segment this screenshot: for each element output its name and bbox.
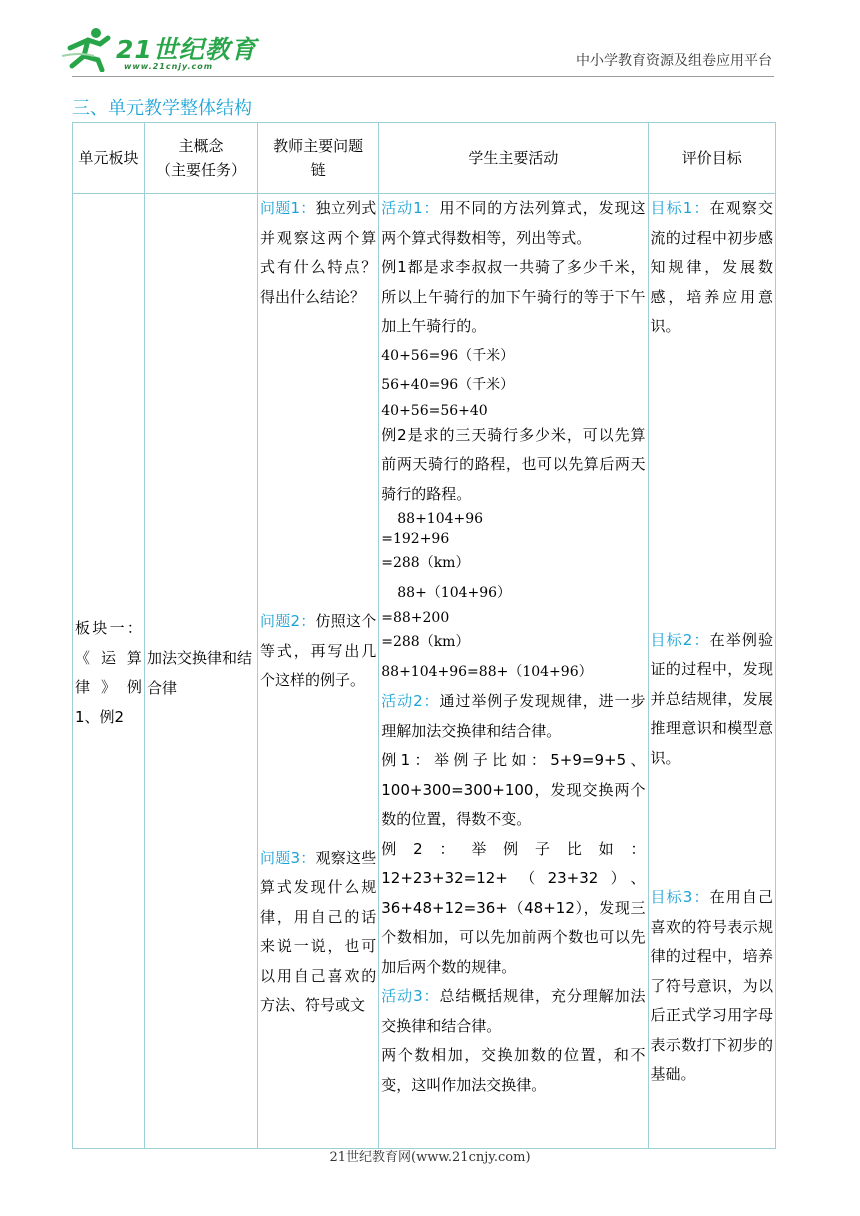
platform-name: 中小学教育资源及组卷应用平台	[576, 53, 772, 69]
page-header	[0, 0, 860, 80]
concept-text: 加法交换律和结合律	[146, 649, 252, 697]
activity-3: 活动3：总结概括规律，充分理解加法交换律和结合律。	[381, 987, 646, 1035]
calc-2b: =88+200	[381, 610, 450, 626]
structure-table	[72, 122, 776, 1149]
section-title: 三、单元教学整体结构	[72, 98, 252, 119]
table-row	[73, 194, 776, 1149]
equation-3: 40+56=56+40	[381, 402, 488, 419]
runner-logo-icon	[60, 26, 116, 72]
example-3-text: 例1：举例子比如：5+9=9+5、100+300=300+100，发现交换两个数的位置，得数不变。	[381, 751, 646, 828]
calc-1a: 88+104+96	[397, 511, 484, 527]
header-goals: 评价目标	[648, 123, 775, 194]
activity-3-label: 活动3：	[381, 987, 440, 1005]
table-header-row	[73, 123, 776, 194]
question-2-label: 问题2：	[259, 612, 316, 630]
goal-3-label: 目标3：	[650, 888, 710, 906]
equation-2: 56+40=96（千米）	[381, 377, 515, 393]
question-1-label: 问题1：	[259, 199, 316, 217]
question-1	[260, 194, 376, 312]
activity-2: 活动2：通过举例子发现规律，进一步理解加法交换律和结合律。	[381, 692, 646, 740]
header-activities: 学生主要活动	[379, 123, 648, 194]
goal-2: 目标2：在举例验证的过程中，发现并总结规律，发展推理意识和模型意识。	[650, 630, 773, 767]
goals-cell	[648, 194, 775, 1149]
question-1-text: 独立列式并观察这两个算式有什么特点？得出什么结论？	[259, 199, 377, 306]
rule-text: 两个数相加，交换加数的位置，和不变，这叫作加法交换律。	[381, 1046, 646, 1094]
page-footer: 21世纪教育网(www.21cnjy.com)	[329, 1150, 531, 1165]
example-4-text: 例2：举例子比如：12+23+32=12+（23+32）、36+48+12=36+（48+12），发现三个数相加，可以先加前两个数也可以先加后两个数的规律。	[381, 839, 646, 976]
activity-1-label: 活动1：	[381, 199, 440, 217]
activity-2-label: 活动2：	[381, 692, 440, 710]
calc-2a: 88+（104+96）	[397, 584, 512, 601]
activities-cell	[379, 194, 648, 1149]
equation-1: 40+56=96（千米）	[381, 347, 515, 364]
logo	[60, 26, 257, 76]
header-concept: 主概念 （主要任务）	[144, 123, 257, 194]
question-3-text: 观察这些算式发现什么规律，用自己的话来说一说，也可以用自己喜欢的方法、符号或文	[259, 848, 377, 1014]
calc-1c: =288（km）	[381, 555, 470, 571]
header-block: 单元板块	[73, 123, 145, 194]
goal-1: 目标1：在观察交流的过程中初步感知规律，发展数感，培养应用意识。	[650, 199, 773, 335]
goal-1-label: 目标1：	[650, 199, 710, 217]
header-divider	[72, 76, 774, 77]
block-cell	[73, 194, 145, 1149]
questions-cell	[257, 194, 378, 1149]
calc-3: 88+104+96=88+（104+96）	[381, 663, 593, 680]
example-1-text: 例1都是求李叔叔一共骑了多少千米，所以上午骑行的加下午骑行的等于下午加上午骑行的。	[381, 258, 646, 335]
goal-2-label: 目标2：	[650, 630, 710, 649]
logo-url: www.21cnjy.com	[124, 62, 214, 71]
question-3	[260, 844, 376, 1021]
block-text: 板块一：《运算律》例1、例2	[75, 619, 142, 726]
example-2-text: 例2是求的三天骑行多少米，可以先算前两天骑行的路程，也可以先算后两天骑行的路程。	[381, 425, 646, 503]
concept-cell	[144, 194, 257, 1149]
question-2	[260, 607, 376, 696]
activity-1: 活动1：用不同的方法列算式，发现这两个算式得数相等，列出等式。	[381, 199, 646, 247]
question-3-label: 问题3：	[259, 848, 316, 867]
question-2-text: 仿照这个等式，再写出几个这样的例子。	[259, 612, 377, 689]
goal-3: 目标3：在用自己喜欢的符号表示规律的过程中，培养了符号意识，为以后正式学习用字母表示数打下初步的基础。	[650, 888, 773, 1083]
logo-text: 21世纪教育	[116, 35, 257, 64]
calc-2c: =288（km）	[381, 634, 470, 650]
header-questions: 教师主要问题 链	[257, 123, 378, 194]
calc-1b: =192+96	[381, 531, 450, 547]
